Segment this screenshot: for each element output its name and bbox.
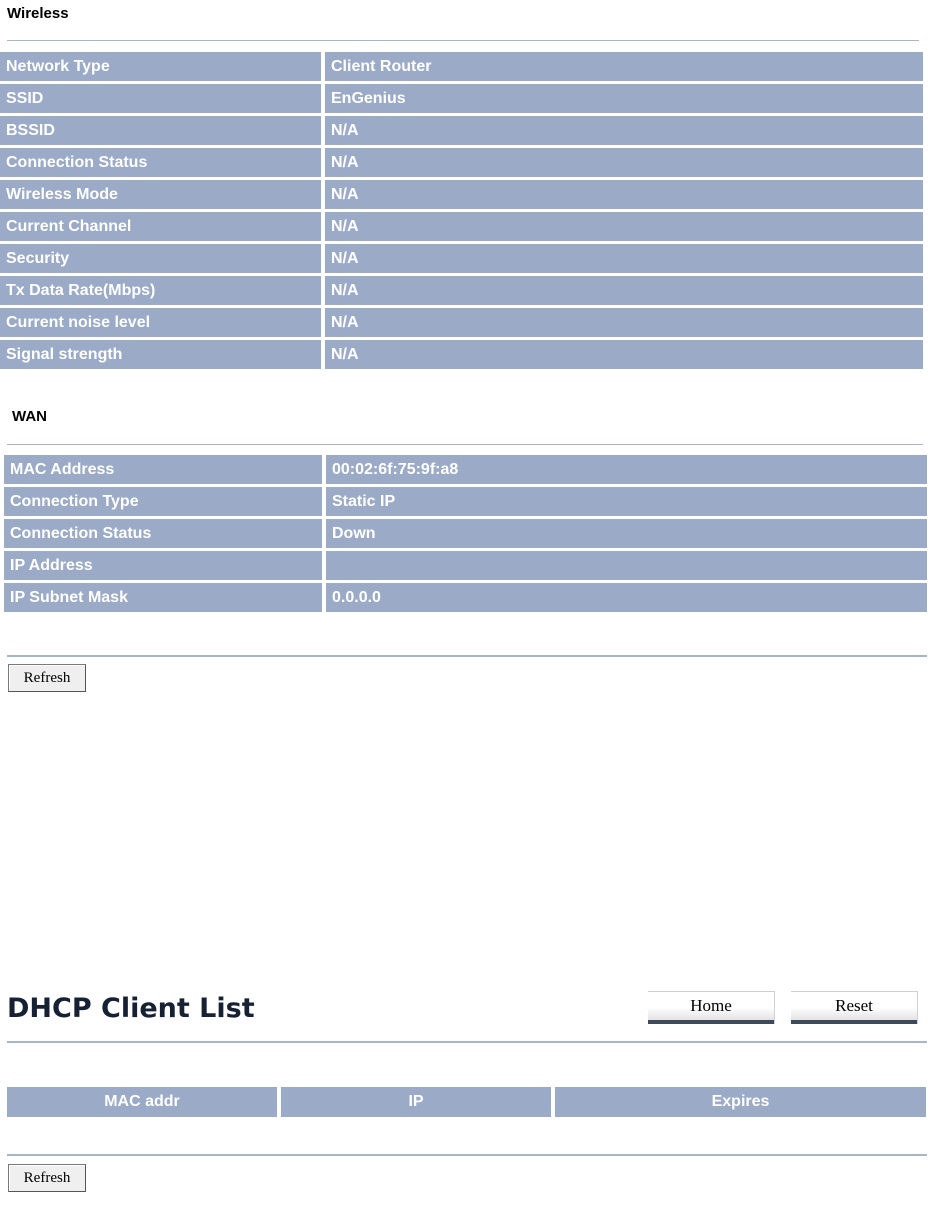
info-row bbox=[0, 276, 923, 305]
info-row-label: BSSID bbox=[0, 116, 325, 145]
info-row bbox=[0, 84, 923, 113]
info-row-value: 00:02:6f:75:9f:a8 bbox=[326, 455, 927, 484]
info-row-value: N/A bbox=[325, 180, 923, 209]
info-row-label: Connection Status bbox=[0, 148, 325, 177]
info-row-label: IP Address bbox=[4, 551, 326, 580]
wan-refresh-button[interactable]: Refresh bbox=[8, 664, 86, 692]
info-row bbox=[0, 244, 923, 273]
info-row-label: Signal strength bbox=[0, 340, 325, 369]
info-row-label: Tx Data Rate(Mbps) bbox=[0, 276, 325, 305]
column-header-mac: MAC addr bbox=[7, 1087, 277, 1117]
info-row-value: 0.0.0.0 bbox=[326, 583, 927, 612]
info-row-label: Network Type bbox=[0, 52, 325, 81]
info-row-value: N/A bbox=[325, 212, 923, 241]
info-row-value: N/A bbox=[325, 148, 923, 177]
wan-info-table bbox=[4, 452, 927, 615]
info-row-value: N/A bbox=[325, 116, 923, 145]
info-row bbox=[0, 52, 923, 81]
info-row-value: N/A bbox=[325, 308, 923, 337]
info-row-label: Wireless Mode bbox=[0, 180, 325, 209]
info-row-label: Current Channel bbox=[0, 212, 325, 241]
info-row-value: Static IP bbox=[326, 487, 927, 516]
info-row-label: SSID bbox=[0, 84, 325, 113]
info-row-label: Connection Type bbox=[4, 487, 326, 516]
reset-button[interactable]: Reset bbox=[791, 991, 917, 1024]
dhcp-table-header bbox=[7, 1087, 926, 1117]
info-row bbox=[0, 180, 923, 209]
column-header-expires: Expires bbox=[555, 1087, 926, 1117]
info-row bbox=[4, 487, 927, 516]
wireless-info-table bbox=[0, 49, 923, 372]
dhcp-bottom-divider bbox=[7, 1154, 927, 1156]
info-row-label: Security bbox=[0, 244, 325, 273]
info-row-value: EnGenius bbox=[325, 84, 923, 113]
home-button[interactable]: Home bbox=[648, 991, 774, 1024]
info-row-value: N/A bbox=[325, 340, 923, 369]
info-row bbox=[0, 116, 923, 145]
info-row bbox=[0, 308, 923, 337]
info-row bbox=[0, 212, 923, 241]
info-row bbox=[4, 455, 927, 484]
info-row-value: Client Router bbox=[325, 52, 923, 81]
dhcp-page-title: DHCP Client List bbox=[7, 993, 255, 1024]
info-row-value: Down bbox=[326, 519, 927, 548]
info-row-label: MAC Address bbox=[4, 455, 326, 484]
wan-divider bbox=[7, 444, 923, 445]
wireless-divider bbox=[7, 40, 919, 41]
info-row-label: Connection Status bbox=[4, 519, 326, 548]
info-row-value: N/A bbox=[325, 276, 923, 305]
wan-section-title: WAN bbox=[12, 408, 47, 425]
info-row-value: N/A bbox=[325, 244, 923, 273]
wan-bottom-divider bbox=[7, 655, 927, 657]
info-row bbox=[0, 148, 923, 177]
info-row-value bbox=[326, 551, 927, 580]
dhcp-title-divider bbox=[7, 1041, 927, 1043]
dhcp-refresh-button[interactable]: Refresh bbox=[8, 1164, 86, 1192]
column-header-ip: IP bbox=[281, 1087, 551, 1117]
info-row bbox=[4, 519, 927, 548]
info-row-label: Current noise level bbox=[0, 308, 325, 337]
info-row bbox=[0, 340, 923, 369]
wireless-section-title: Wireless bbox=[7, 5, 69, 22]
info-row-label: IP Subnet Mask bbox=[4, 583, 326, 612]
info-row bbox=[4, 583, 927, 612]
info-row bbox=[4, 551, 927, 580]
